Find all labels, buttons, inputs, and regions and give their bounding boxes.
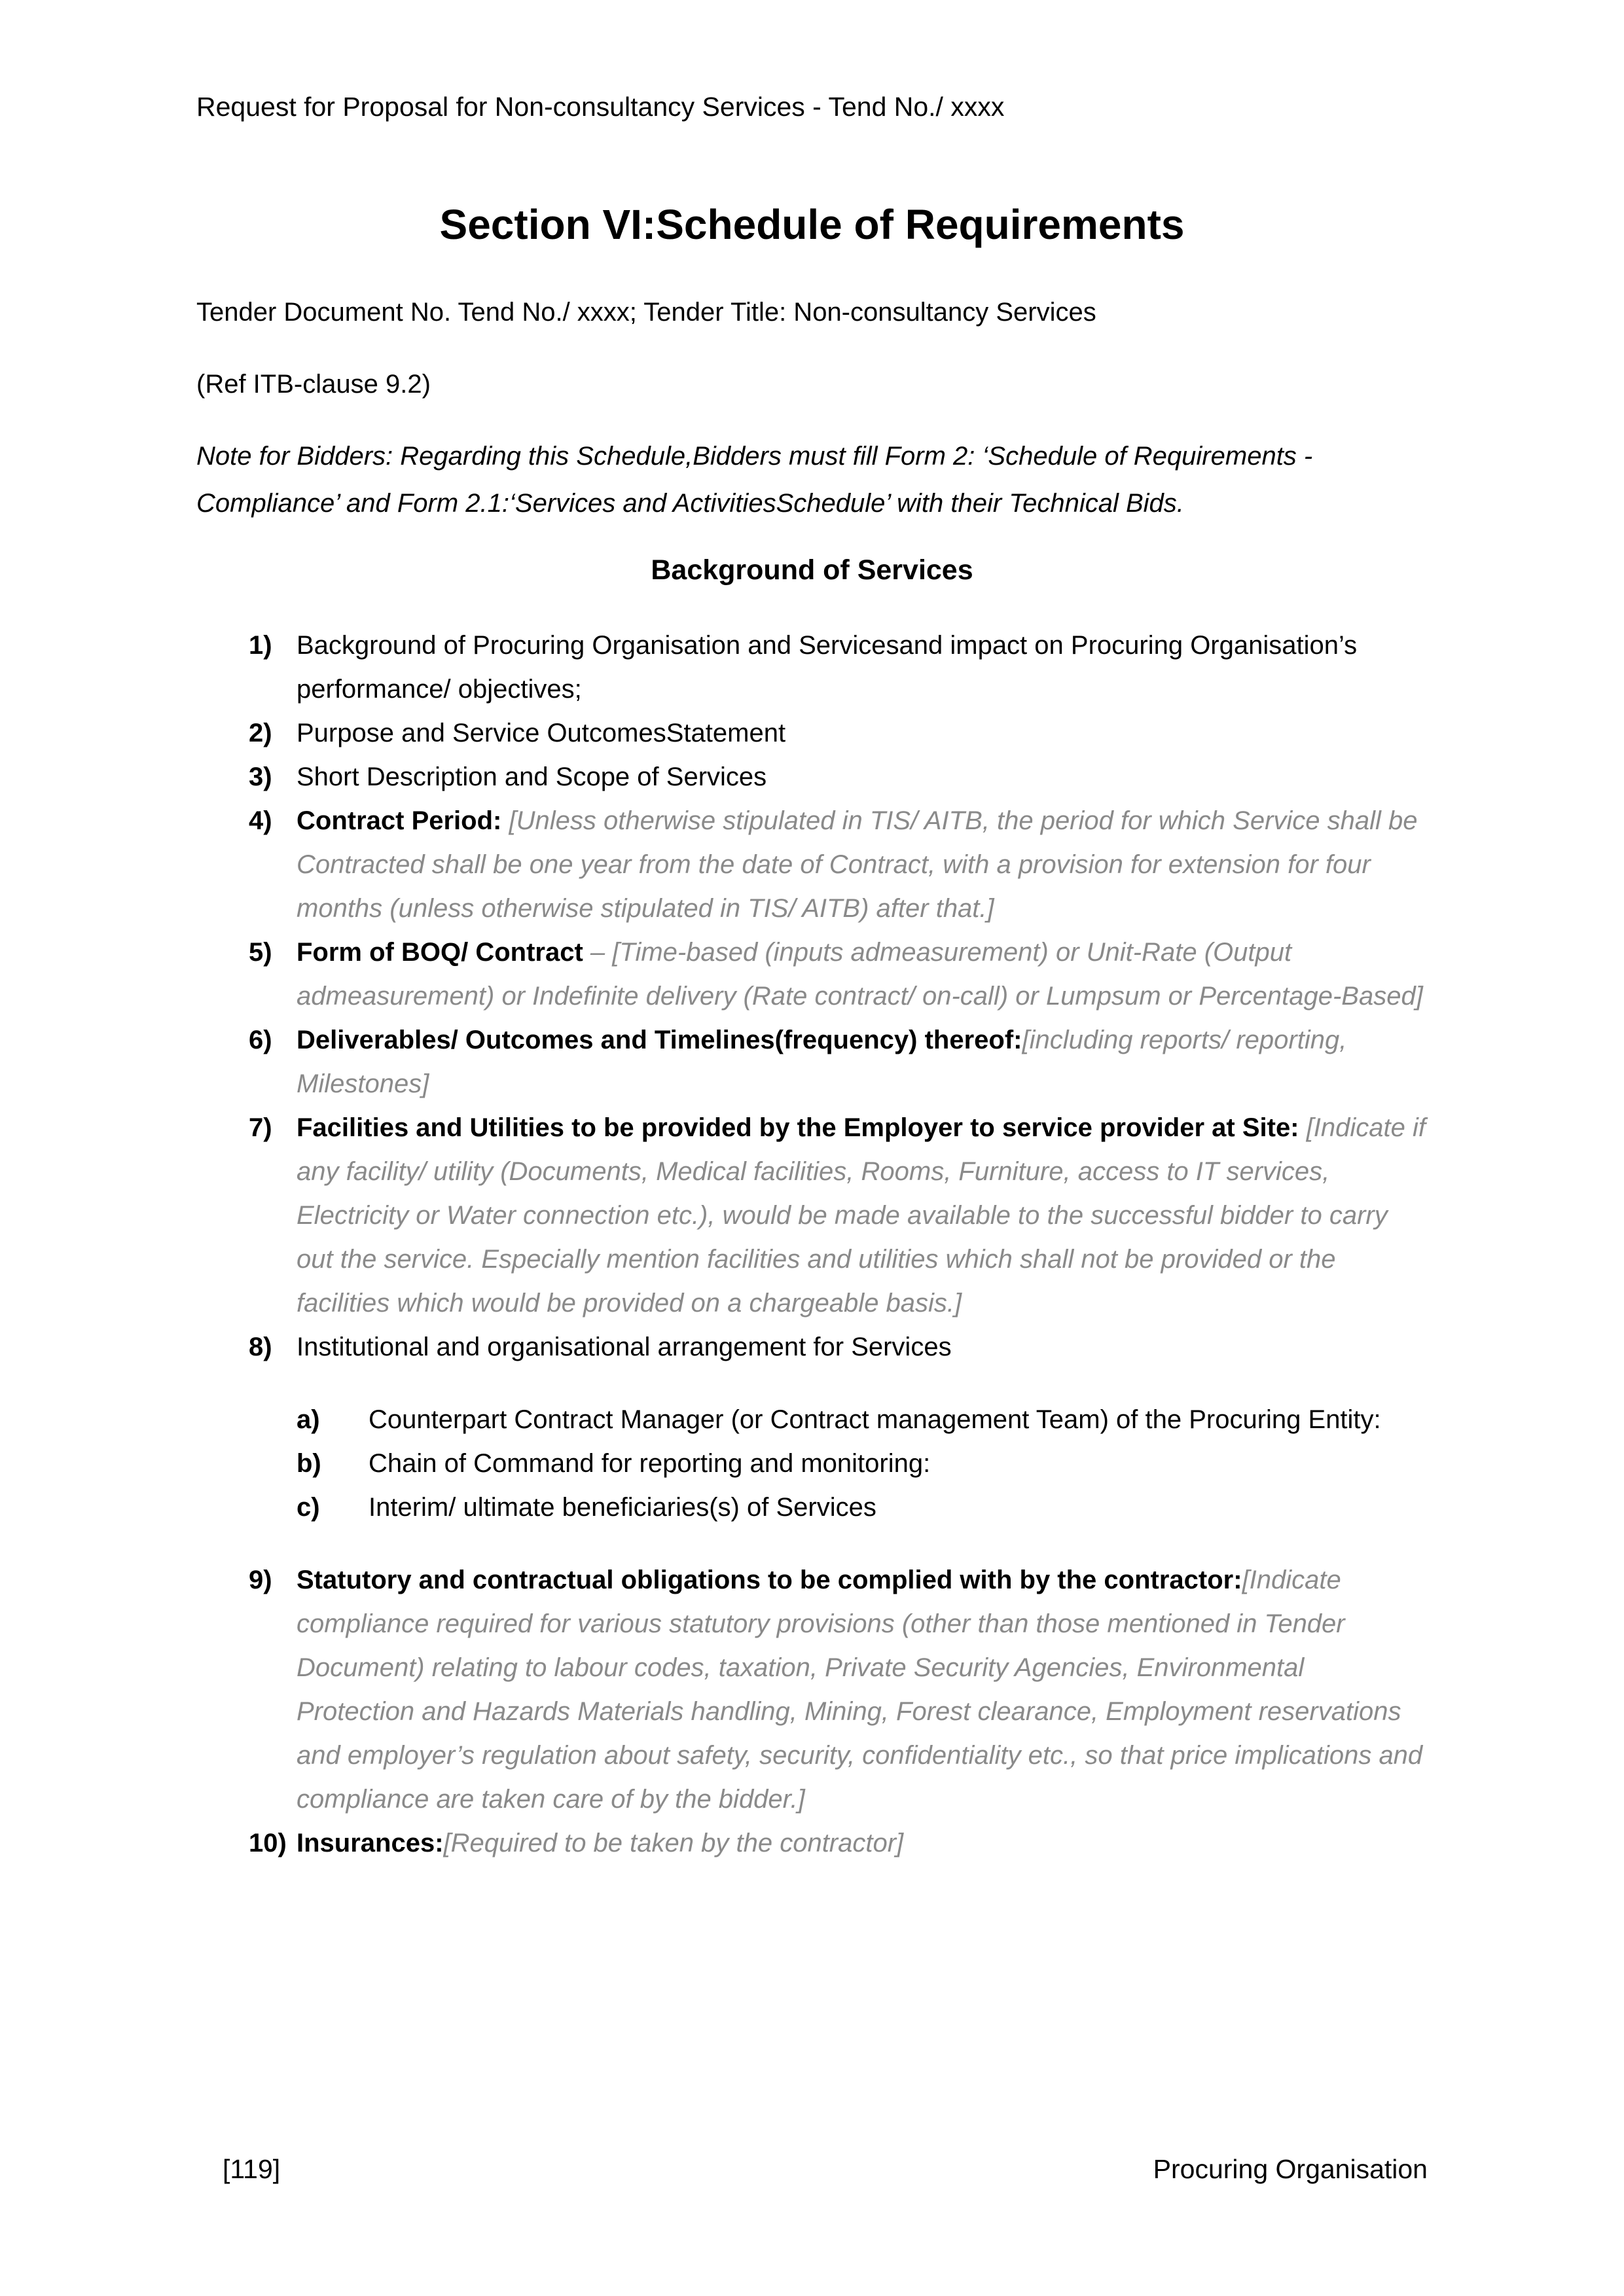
- list-item-marker: 6): [249, 1026, 272, 1054]
- list-item-marker: c): [297, 1493, 320, 1522]
- ref-clause: (Ref ITB-clause 9.2): [196, 370, 431, 399]
- list-item-text: [369, 1398, 1428, 1442]
- list-item: [297, 1398, 1428, 1442]
- list-item-text: [297, 1106, 1428, 1325]
- text-run: Contract Period:: [297, 806, 509, 835]
- list-item-marker: 10): [249, 1829, 287, 1857]
- text-run: Facilities and Utilities to be provided by the Employer to service provider at Site:: [297, 1113, 1307, 1142]
- list-item-marker: 8): [249, 1333, 272, 1361]
- text-run: Insurances:: [297, 1829, 444, 1857]
- text-run: – [Time-based (inputs admeasurement) or Unit-Rate (Output admeasurement) or Indefinite delivery (Rate contract/ on-call) or Lumpsum or Percentage-Based]: [297, 938, 1423, 1011]
- list-item-text: [297, 624, 1428, 711]
- list-item-marker: 5): [249, 938, 272, 967]
- list-item-marker: a): [297, 1405, 320, 1434]
- list-item: [249, 799, 1428, 931]
- list-item-marker: 9): [249, 1566, 272, 1594]
- text-run: Chain of Command for reporting and monitoring:: [369, 1449, 931, 1478]
- page-footer: [223, 2152, 1428, 2186]
- text-run: Counterpart Contract Manager (or Contract management Team) of the Procuring Entity:: [369, 1405, 1381, 1434]
- list-item-marker: 3): [249, 762, 272, 791]
- text-run: [Indicate compliance required for various statutory provisions (other than those mentioned in Tender Document) relating to labour codes, taxation, Private Security Agencies, Environmental Protection and Hazards Materials handling, Mining, Forest clearance, Employment reservations and employer’s regulation about safety, security, confidentiality etc., so that price implications and compliance are taken care of by the bidder.]: [297, 1566, 1423, 1814]
- list-item-text: [297, 1325, 1428, 1558]
- list-item-text: [297, 755, 1428, 799]
- list-item-text: [369, 1442, 1428, 1486]
- text-run: [Required to be taken by the contractor]: [443, 1829, 904, 1857]
- list-item-marker: 1): [249, 631, 272, 660]
- text-run: Deliverables/ Outcomes and Timelines(frequency) thereof:: [297, 1026, 1022, 1054]
- text-run: Form of BOQ/ Contract: [297, 938, 590, 967]
- text-run: Background of Procuring Organisation and Servicesand impact on Procuring Organisation’s performance/ objectives;: [297, 631, 1358, 704]
- text-run: [including reports/ reporting, Milestones]: [297, 1026, 1347, 1098]
- text-run: Institutional and organisational arrangement for Services: [297, 1333, 952, 1361]
- list-item: [297, 1486, 1428, 1530]
- list-item-marker: 7): [249, 1113, 272, 1142]
- footer-organisation: Procuring Organisation: [1153, 2154, 1428, 2184]
- list-item: [249, 1558, 1428, 1821]
- list-item: [249, 1018, 1428, 1106]
- text-run: Short Description and Scope of Services: [297, 762, 767, 791]
- list-item-text: [297, 799, 1428, 931]
- list-item-text: [369, 1486, 1428, 1530]
- list-item-marker: b): [297, 1449, 321, 1478]
- text-run: [Indicate if any facility/ utility (Documents, Medical facilities, Rooms, Furniture, access to IT services, Electricity or Water connection etc.), would be made available to the successful bidder to carry out the service. Especially mention facilities and utilities which shall not be provided or the facilities which would be provided on a chargeable basis.]: [297, 1113, 1426, 1318]
- page-number: [119]: [223, 2154, 281, 2184]
- tender-info: Tender Document No. Tend No./ xxxx; Tender Title: Non-consultancy Services: [196, 298, 1096, 327]
- text-run: Statutory and contractual obligations to be complied with by the contractor:: [297, 1566, 1242, 1594]
- requirements-list: [249, 624, 1428, 1865]
- note-for-bidders: Note for Bidders: Regarding this Schedule,Bidders must fill Form 2: ‘Schedule of Requirements - Compliance’ and Form 2.1:‘Services and ActivitiesSchedule’ with their Technical Bids.: [196, 442, 1313, 518]
- list-item-text: [297, 1821, 1428, 1865]
- list-item-text: [297, 1558, 1428, 1821]
- sub-list: [297, 1398, 1428, 1530]
- list-item: [249, 1106, 1428, 1325]
- text-run: Interim/ ultimate beneficiaries(s) of Services: [369, 1493, 876, 1522]
- list-item: [297, 1442, 1428, 1486]
- list-item-text: [297, 711, 1428, 755]
- list-item: [249, 1821, 1428, 1865]
- list-item: [249, 931, 1428, 1018]
- list-item: [249, 711, 1428, 755]
- section-title: Section VI:Schedule of Requirements: [439, 201, 1185, 248]
- list-item: [249, 755, 1428, 799]
- list-item-marker: 2): [249, 719, 272, 747]
- background-of-services-heading: Background of Services: [651, 554, 973, 586]
- list-item: [249, 624, 1428, 711]
- text-run: [Unless otherwise stipulated in TIS/ AITB, the period for which Service shall be Contracted shall be one year from the date of Contract, with a provision for extension for four months (unless otherwise stipulated in TIS/ AITB) after that.]: [297, 806, 1418, 923]
- list-item-marker: 4): [249, 806, 272, 835]
- text-run: Purpose and Service OutcomesStatement: [297, 719, 786, 747]
- running-header: Request for Proposal for Non-consultancy Services - Tend No./ xxxx: [196, 92, 1005, 122]
- list-item-text: [297, 931, 1428, 1018]
- list-item-text: [297, 1018, 1428, 1106]
- list-item: [249, 1325, 1428, 1558]
